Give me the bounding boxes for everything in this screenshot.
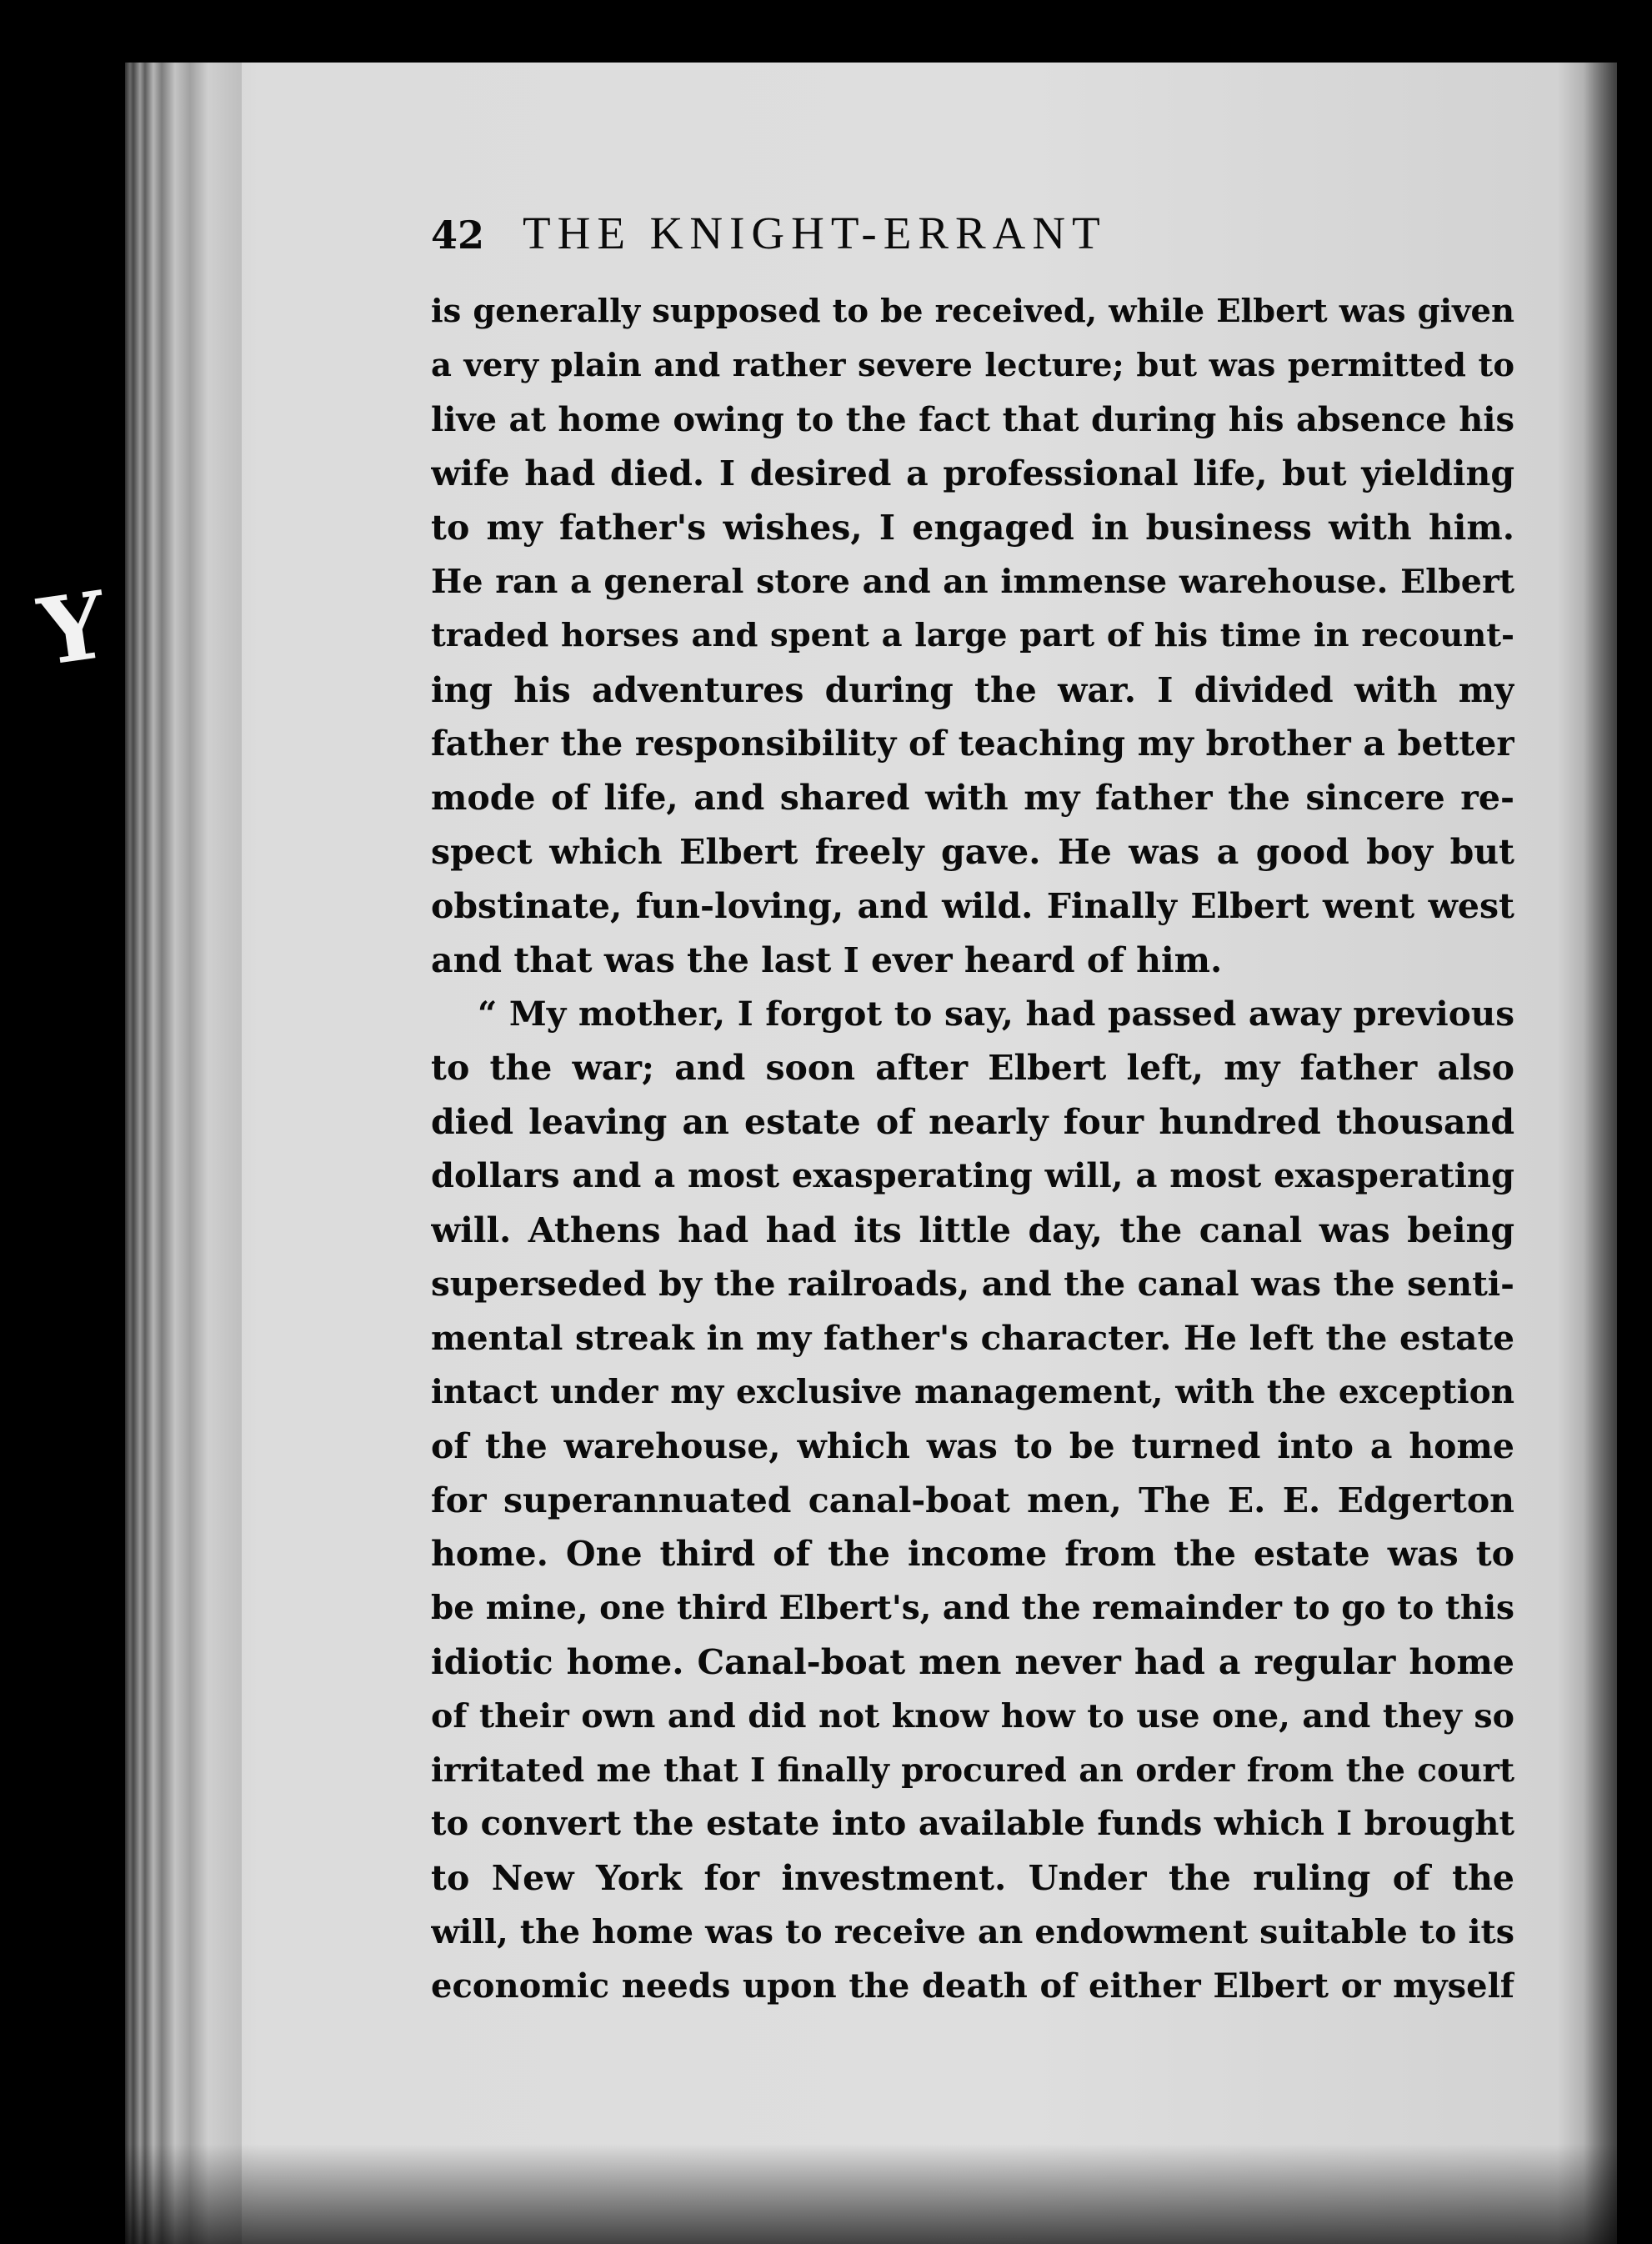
text-line: of the warehouse, which was to be turned into a home (431, 1425, 1514, 1466)
text-line: died leaving an estate of nearly four hundred thousand (431, 1101, 1514, 1142)
page-number: 42 (431, 213, 485, 258)
text-line: will. Athens had had its little day, the canal was being (431, 1210, 1514, 1250)
text-line: superseded by the railroads, and the canal was the senti- (431, 1264, 1514, 1305)
text-line: to the war; and soon after Elbert left, my father also (431, 1048, 1514, 1089)
text-line: be mine, one third Elbert's, and the remainder to go to this (431, 1589, 1514, 1628)
text-line: will, the home was to receive an endowment suitable to its (431, 1912, 1514, 1951)
text-line: traded horses and spent a large part of his time in recount- (431, 616, 1514, 654)
text-line: wife had died. I desired a professional life, but yielding (431, 453, 1514, 494)
text-line: mental streak in my father's character. He left the estate (431, 1318, 1514, 1359)
text-line: irritated me that I finally procured an order from the court (431, 1751, 1514, 1790)
text-line: home. One third of the income from the estate was to (431, 1534, 1514, 1575)
text-line: and that was the last I ever heard of him. (431, 939, 1223, 980)
text-line: live at home owing to the fact that during his absence his (431, 399, 1514, 439)
text-line: is generally supposed to be received, while Elbert was given (431, 293, 1514, 330)
text-line: obstinate, fun-loving, and wild. Finally Elbert went west (431, 885, 1514, 926)
margin-mark: Y (33, 571, 108, 687)
text-line: to my father's wishes, I engaged in business with him. (431, 508, 1514, 548)
body-text (431, 285, 1514, 2014)
text-line: for superannuated canal-boat men, The E. E. Edgerton (431, 1480, 1514, 1520)
text-line: to New York for investment. Under the ruling of the (431, 1858, 1514, 1899)
running-head (431, 207, 1514, 277)
text-line: “ My mother, I forgot to say, had passed away previous (478, 994, 1514, 1034)
text-line: ing his adventures during the war. I divided with my (431, 669, 1514, 710)
text-line: dollars and a most exasperating will, a most exasperating (431, 1155, 1514, 1195)
text-line: idiotic home. Canal-boat men never had a regular home (431, 1641, 1514, 1682)
page-text-block (431, 207, 1514, 2014)
text-line: He ran a general store and an immense warehouse. Elbert (431, 562, 1514, 601)
text-line: a very plain and rather severe lecture; but was permitted to (431, 346, 1514, 384)
text-line: mode of life, and shared with my father the sincere re- (431, 778, 1514, 819)
page-edge-shadow (1584, 63, 1617, 2244)
text-line: intact under my exclusive management, with the exception (431, 1372, 1514, 1411)
text-line: of their own and did not know how to use one, and they so (431, 1696, 1514, 1736)
running-title: THE KNIGHT-ERRANT (523, 208, 1107, 258)
binding-gutter (125, 63, 242, 2244)
bottom-scan-shadow (125, 2144, 1617, 2244)
text-line: economic needs upon the death of either Elbert or myself (431, 1966, 1514, 2006)
text-line: spect which Elbert freely gave. He was a good boy but (431, 831, 1514, 872)
text-line: to convert the estate into available funds which I brought (431, 1804, 1514, 1844)
text-line: father the responsibility of teaching my brother a better (431, 724, 1514, 764)
